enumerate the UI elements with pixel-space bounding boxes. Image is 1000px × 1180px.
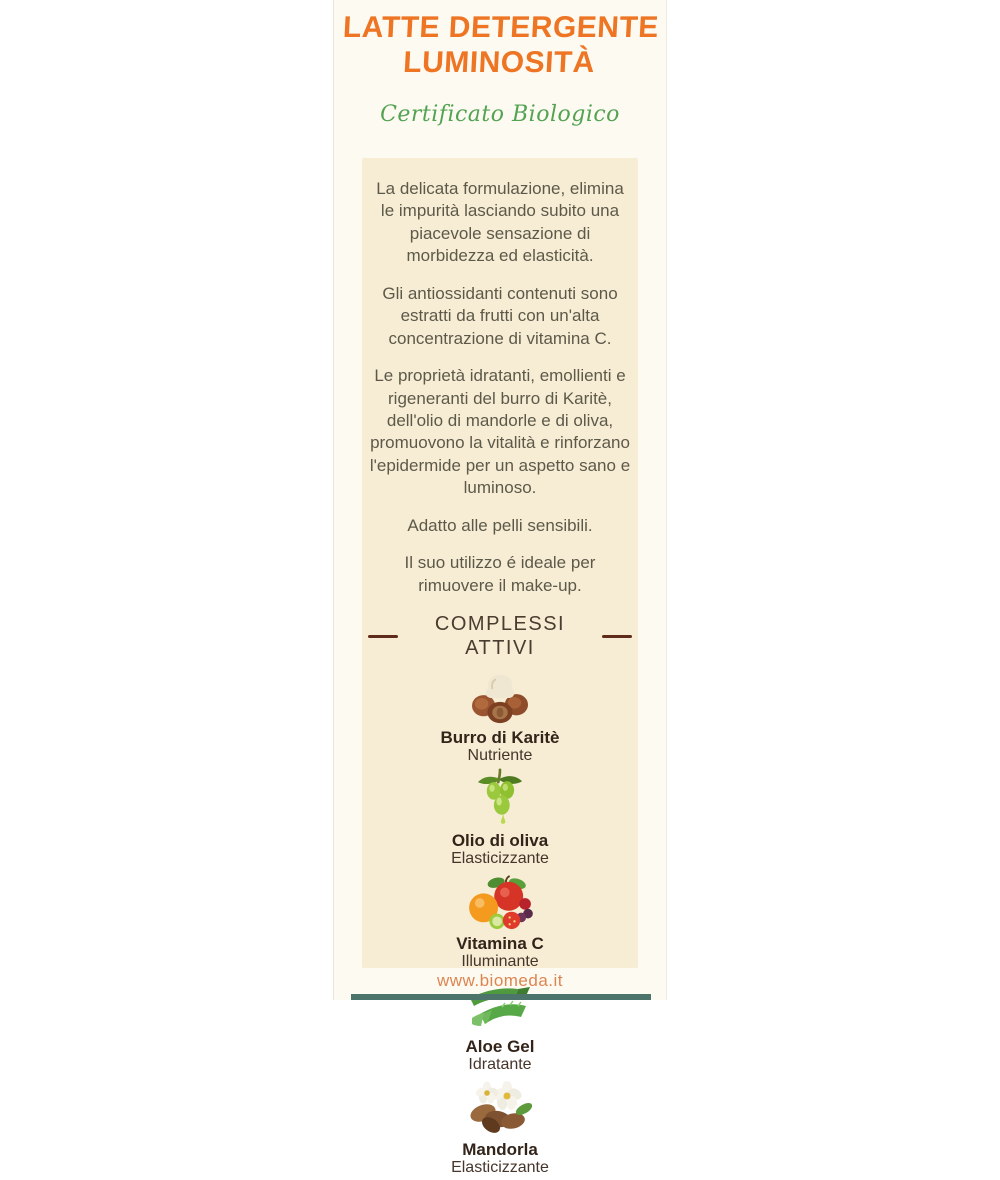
header-dash-left	[368, 635, 398, 638]
active-property: Idratante	[468, 1055, 532, 1073]
header-dash-right	[602, 635, 632, 638]
olive-branch-icon	[473, 768, 527, 828]
description-paragraph: La delicata formulazione, elimina le impurità lasciando subito una piacevole sensazione di morbidezza ed elasticità.	[376, 179, 624, 266]
active-name: Vitamina C	[456, 933, 544, 953]
product-title	[332, 10, 668, 80]
active-ingredients-grid	[368, 665, 632, 1180]
website-url: www.biomeda.it	[436, 971, 564, 990]
active-complexes-title: COMPLESSI ATTIVI	[434, 613, 566, 659]
active-item-vitamin-c	[431, 871, 570, 971]
aloe-leaves-icon	[468, 984, 532, 1034]
active-property: Elasticizzante	[451, 849, 549, 867]
label-strip	[333, 0, 667, 1176]
active-name: Burro di Karitè	[440, 728, 560, 747]
active-complexes-header	[368, 612, 632, 660]
organic-certified-subtitle: Certificato Biologico	[380, 102, 620, 127]
description-paragraph: Adatto alle pelli sensibili.	[407, 515, 593, 535]
description-paragraph: Gli antiossidanti contenuti sono estratti da frutti con un'alta concentrazione di vitamina C.	[382, 283, 618, 348]
active-property: Nutriente	[467, 747, 533, 765]
active-name: Olio di oliva	[451, 830, 549, 850]
vitamin-c-fruits-icon	[467, 875, 533, 931]
active-name: Mandorla	[462, 1139, 538, 1159]
description-paragraph: Le proprietà idratanti, emollienti e rigeneranti del burro di Karitè, dell'olio di mandorle e di oliva, promuovono la vitalità e rinforzano l'epidermide per un aspetto sano e luminoso.	[369, 366, 631, 498]
product-title-line1: LATTE DETERGENTE	[342, 11, 660, 44]
product-title-line2: LUMINOSITÀ	[402, 46, 596, 79]
description-paragraph: Il suo utilizzo é ideale per rimuovere il make-up.	[404, 553, 596, 595]
active-item-olive-oil	[431, 768, 570, 868]
bottom-teal-bar	[351, 994, 651, 1000]
almond-flower-icon	[465, 1083, 535, 1137]
active-name: Aloe Gel	[465, 1036, 535, 1056]
active-item-almond	[368, 1077, 632, 1177]
active-item-shea-butter	[431, 665, 570, 765]
shea-butter-icon	[469, 669, 531, 725]
active-property: Elasticizzante	[451, 1158, 549, 1176]
active-property: Illuminante	[461, 952, 539, 970]
